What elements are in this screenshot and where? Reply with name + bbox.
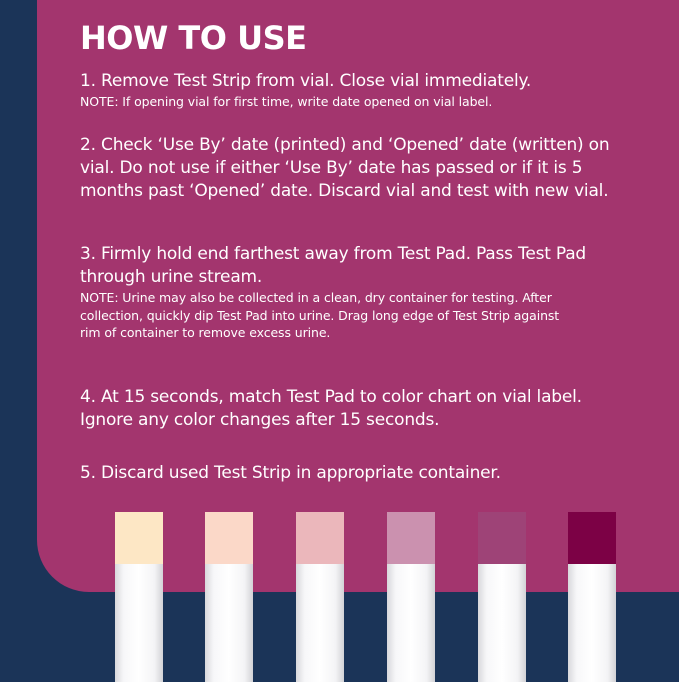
test-strip-6 [568,512,616,682]
step-4 [80,386,582,432]
step-2 [80,134,609,203]
step-1-note-line-1: NOTE: If opening vial for first time, write date opened on vial label. [80,94,493,109]
step-4-line-1: 4. At 15 seconds, match Test Pad to color chart on vial label. [80,387,582,407]
step-2-line-3: months past ‘Opened’ date. Discard vial and test with new vial. [80,181,609,201]
step-2-line-1: 2. Check ‘Use By’ date (printed) and ‘Opened’ date (written) on [80,135,610,155]
test-pad-3 [296,512,344,564]
step-1-line-1: 1. Remove Test Strip from vial. Close vial immediately. [80,71,532,91]
test-pad-4 [387,512,435,564]
step-2-line-2: vial. Do not use if either ‘Use By’ date has passed or if it is 5 [80,158,583,178]
step-3 [80,243,586,342]
test-pad-2 [205,512,253,564]
test-pad-5 [478,512,526,564]
step-3-note-line-3: rim of container to remove excess urine. [80,325,331,340]
test-strip-4 [387,512,435,682]
step-3-line-2: through urine stream. [80,267,263,287]
step-3-line-1: 3. Firmly hold end farthest away from Test Pad. Pass Test Pad [80,244,587,264]
test-pad-6 [568,512,616,564]
test-strip-1 [115,512,163,682]
page-title: HOW TO USE [80,19,307,57]
test-strip-5 [478,512,526,682]
step-5 [80,462,501,485]
step-5-line-1: 5. Discard used Test Strip in appropriate container. [80,463,501,483]
test-strip-3 [296,512,344,682]
test-pad-1 [115,512,163,564]
test-strip-2 [205,512,253,682]
step-1 [80,70,531,111]
step-4-line-2: Ignore any color changes after 15 seconds. [80,410,440,430]
step-3-note-line-1: NOTE: Urine may also be collected in a clean, dry container for testing. After [80,290,552,305]
step-3-note-line-2: collection, quickly dip Test Pad into urine. Drag long edge of Test Strip against [80,307,560,323]
